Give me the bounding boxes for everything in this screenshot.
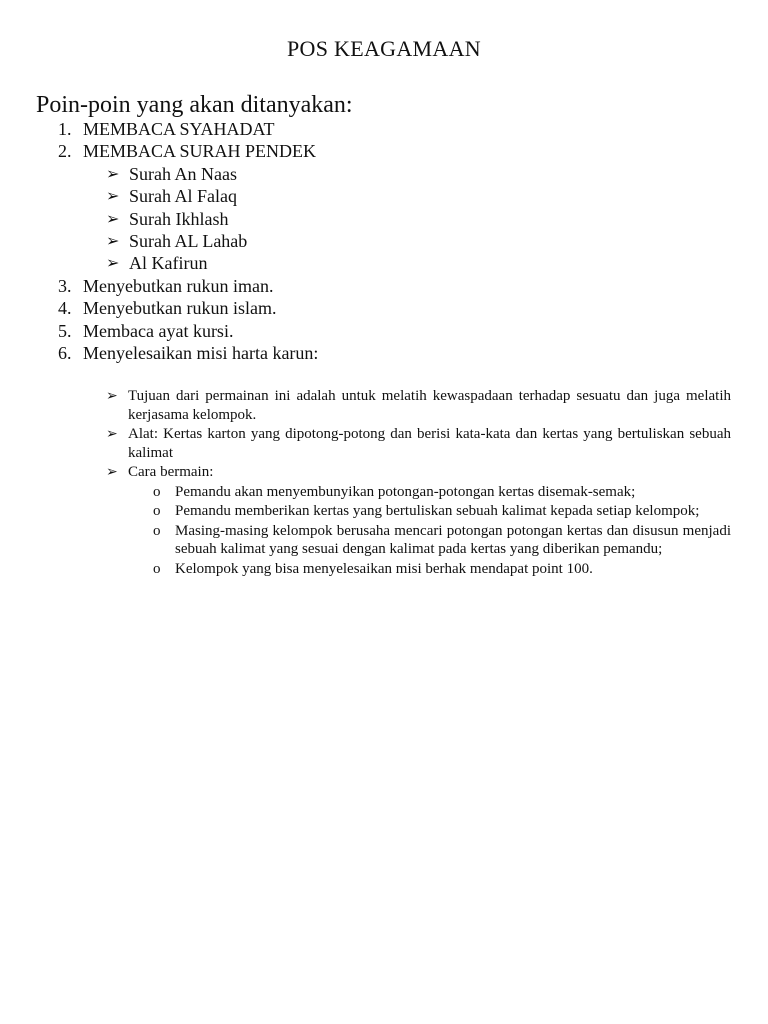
document-title: POS KEAGAMAAN xyxy=(287,36,481,61)
list-item xyxy=(0,118,768,140)
list-number: 5. xyxy=(58,320,72,341)
questions-heading: Poin-poin yang akan ditanyakan: xyxy=(36,92,353,118)
list-text: MEMBACA SYAHADAT xyxy=(83,119,275,139)
list-item xyxy=(0,297,768,319)
list-text: Menyebutkan rukun iman. xyxy=(83,275,274,296)
detail-item xyxy=(0,387,768,424)
surah-item xyxy=(0,208,768,230)
circle-bullet-icon: o xyxy=(153,522,161,539)
step-text: Kelompok yang bisa menyelesaikan misi berhak mendapat point 100. xyxy=(175,560,593,577)
step-text: Masing-masing kelompok berusaha mencari potongan potongan kertas dan disusun menjadi sebuah kalimat yang sesuai dengan kalimat pada kertas yang diberikan pemandu; xyxy=(175,522,731,557)
arrow-bullet-icon: ➢ xyxy=(106,186,120,206)
detail-text: Tujuan dari permainan ini adalah untuk melatih kewaspadaan terhadap sesuatu dan juga melatih kerjasama kelompok. xyxy=(128,388,731,423)
question-list xyxy=(0,118,768,364)
step-item xyxy=(0,522,768,559)
list-text: Membaca ayat kursi. xyxy=(83,320,234,341)
detail-item xyxy=(0,425,768,462)
list-number: 3. xyxy=(58,275,72,296)
list-item xyxy=(0,140,768,162)
surah-text: Surah An Naas xyxy=(129,163,237,184)
surah-text: Surah Ikhlash xyxy=(129,208,229,229)
detail-item xyxy=(0,463,768,482)
detail-text: Cara bermain: xyxy=(128,464,214,480)
list-number: 2. xyxy=(58,141,72,162)
arrow-bullet-icon: ➢ xyxy=(106,230,120,250)
surah-text: Surah AL Lahab xyxy=(129,230,248,251)
surah-item xyxy=(0,230,768,252)
arrow-bullet-icon: ➢ xyxy=(106,426,118,442)
step-item xyxy=(0,560,768,579)
surah-item xyxy=(0,252,768,274)
list-text: Menyelesaikan misi harta karun: xyxy=(83,342,319,363)
surah-text: Al Kafirun xyxy=(129,253,208,274)
list-number: 4. xyxy=(58,298,72,319)
circle-bullet-icon: o xyxy=(153,503,161,519)
step-item xyxy=(0,483,768,502)
list-number: 6. xyxy=(58,342,72,363)
arrow-bullet-icon: ➢ xyxy=(106,208,120,228)
step-text: Pemandu akan menyembunyikan potongan-potongan kertas disemak-semak; xyxy=(175,483,636,500)
surah-item xyxy=(0,185,768,207)
detail-text: Alat: Kertas karton yang dipotong-potong dan berisi kata-kata dan kertas yang bertuliskan sebuah kalimat xyxy=(128,426,731,461)
list-item xyxy=(0,342,768,364)
step-text: Pemandu memberikan kertas yang bertuliskan sebuah kalimat kepada setiap kelompok; xyxy=(175,503,700,519)
arrow-bullet-icon: ➢ xyxy=(106,464,118,480)
arrow-bullet-icon: ➢ xyxy=(106,388,118,404)
surah-text: Surah Al Falaq xyxy=(129,186,237,207)
circle-bullet-icon: o xyxy=(153,483,161,500)
list-text: Menyebutkan rukun islam. xyxy=(83,298,277,319)
surah-item xyxy=(0,163,768,185)
list-item xyxy=(0,320,768,342)
arrow-bullet-icon: ➢ xyxy=(106,163,120,183)
list-text: MEMBACA SURAH PENDEK xyxy=(83,141,317,162)
game-details xyxy=(0,387,768,579)
list-item xyxy=(0,275,768,297)
step-item xyxy=(0,502,768,521)
circle-bullet-icon: o xyxy=(153,560,161,577)
list-number: 1. xyxy=(58,119,72,139)
arrow-bullet-icon: ➢ xyxy=(106,253,120,273)
